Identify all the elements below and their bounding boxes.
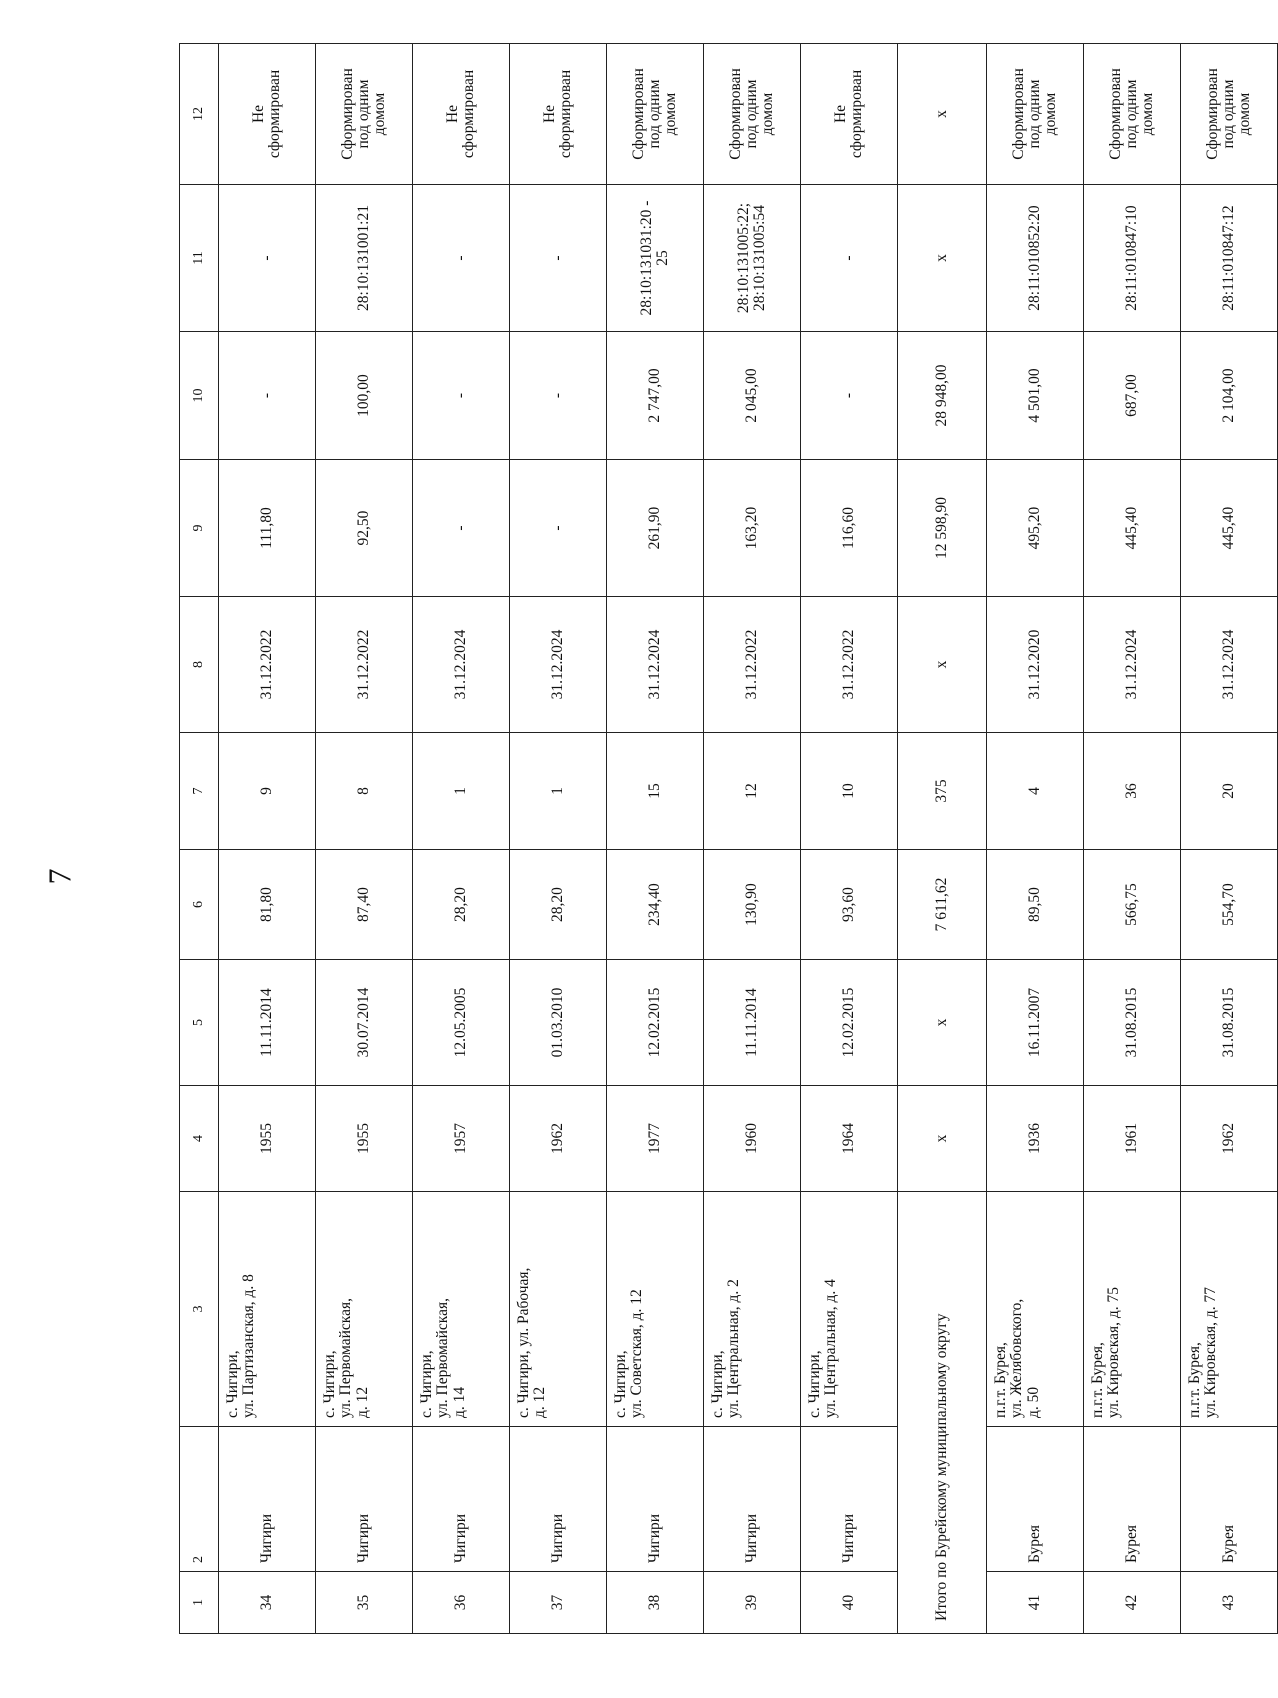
- town-cell: Чигири: [413, 1427, 510, 1572]
- address-cell: п.г.т. Бурея, ул. Желябовского, д. 50: [987, 1192, 1084, 1427]
- land-status-cell: Не сформирован: [413, 44, 510, 185]
- year-built-cell: 1962: [1181, 1086, 1278, 1192]
- recognition-date-cell: 30.07.2014: [316, 960, 413, 1086]
- cadastral-number-cell: 28:10:131005:22; 28:10:131005:54: [704, 185, 801, 332]
- year-built-cell: 1960: [704, 1086, 801, 1192]
- recognition-date-cell: 12.02.2015: [801, 960, 898, 1086]
- town-cell: Бурея: [987, 1427, 1084, 1572]
- town-cell: Чигири: [219, 1427, 316, 1572]
- resettlement-deadline-cell: 31.12.2024: [413, 597, 510, 733]
- cadastral-number-cell: -: [413, 185, 510, 332]
- column-header: 1: [180, 1572, 219, 1634]
- table-row: [704, 44, 801, 1634]
- town-cell: Чигири: [316, 1427, 413, 1572]
- housing-register-table: [179, 43, 1278, 1634]
- column-header: 10: [180, 332, 219, 460]
- residents-cell: 12: [704, 733, 801, 850]
- total-cadastral-cell: x: [898, 185, 987, 332]
- column-header: 4: [180, 1086, 219, 1192]
- table-row: [316, 44, 413, 1634]
- cadastral-number-cell: 28:11:010847:12: [1181, 185, 1278, 332]
- row-number: 39: [704, 1572, 801, 1634]
- year-built-cell: 1955: [316, 1086, 413, 1192]
- land-status-cell: Не сформирован: [219, 44, 316, 185]
- column-number-row: [180, 44, 219, 1634]
- table-row: [219, 44, 316, 1634]
- total-land-area-cell: 28 948,00: [898, 332, 987, 460]
- residents-cell: 9: [219, 733, 316, 850]
- total-area-cell: 7 611,62: [898, 850, 987, 960]
- total-area-cell: 495,20: [987, 460, 1084, 597]
- table-row: [801, 44, 898, 1634]
- total-date-cell: x: [898, 960, 987, 1086]
- land-status-cell: Сформирован под одним домом: [607, 44, 704, 185]
- row-number: 43: [1181, 1572, 1278, 1634]
- year-built-cell: 1936: [987, 1086, 1084, 1192]
- resettlement-deadline-cell: 31.12.2022: [316, 597, 413, 733]
- cadastral-number-cell: -: [219, 185, 316, 332]
- cadastral-number-cell: 28:10:131001:21: [316, 185, 413, 332]
- resettlement-deadline-cell: 31.12.2022: [801, 597, 898, 733]
- recognition-date-cell: 16.11.2007: [987, 960, 1084, 1086]
- land-area-cell: -: [510, 332, 607, 460]
- town-cell: Чигири: [510, 1427, 607, 1572]
- column-header: 2: [180, 1427, 219, 1572]
- row-number: 38: [607, 1572, 704, 1634]
- recognition-date-cell: 31.08.2015: [1181, 960, 1278, 1086]
- land-status-cell: Сформирован под одним домом: [1181, 44, 1278, 185]
- land-status-cell: Сформирован под одним домом: [704, 44, 801, 185]
- year-built-cell: 1955: [219, 1086, 316, 1192]
- land-status-cell: Сформирован под одним домом: [1084, 44, 1181, 185]
- total-label: Итого по Бурейскому муниципальному округу: [898, 1192, 987, 1634]
- column-header: 5: [180, 960, 219, 1086]
- resettlement-deadline-cell: 31.12.2022: [219, 597, 316, 733]
- town-cell: Бурея: [1181, 1427, 1278, 1572]
- year-built-cell: 1957: [413, 1086, 510, 1192]
- total-area2-cell: 12 598,90: [898, 460, 987, 597]
- address-cell: с. Чигири, ул. Первомайская, д. 12: [316, 1192, 413, 1427]
- table-row: [987, 44, 1084, 1634]
- total-area-cell: 261,90: [607, 460, 704, 597]
- residents-cell: 1: [413, 733, 510, 850]
- town-cell: Чигири: [704, 1427, 801, 1572]
- total-year-cell: x: [898, 1086, 987, 1192]
- year-built-cell: 1961: [1084, 1086, 1181, 1192]
- column-header: 6: [180, 850, 219, 960]
- area-cell: 81,80: [219, 850, 316, 960]
- cadastral-number-cell: 28:11:010847:10: [1084, 185, 1181, 332]
- resettlement-deadline-cell: 31.12.2024: [1084, 597, 1181, 733]
- land-area-cell: 100,00: [316, 332, 413, 460]
- area-cell: 130,90: [704, 850, 801, 960]
- total-area-cell: 445,40: [1084, 460, 1181, 597]
- recognition-date-cell: 01.03.2010: [510, 960, 607, 1086]
- total-area-cell: 116,60: [801, 460, 898, 597]
- address-cell: с. Чигири, ул. Партизанская, д. 8: [219, 1192, 316, 1427]
- total-area-cell: 92,50: [316, 460, 413, 597]
- column-header: 7: [180, 733, 219, 850]
- area-cell: 89,50: [987, 850, 1084, 960]
- row-number: 35: [316, 1572, 413, 1634]
- row-number: 37: [510, 1572, 607, 1634]
- area-cell: 28,20: [510, 850, 607, 960]
- page-number: 7: [41, 868, 78, 885]
- land-area-cell: -: [413, 332, 510, 460]
- cadastral-number-cell: 28:11:010852:20: [987, 185, 1084, 332]
- column-header: 12: [180, 44, 219, 185]
- area-cell: 87,40: [316, 850, 413, 960]
- area-cell: 234,40: [607, 850, 704, 960]
- residents-cell: 4: [987, 733, 1084, 850]
- land-status-cell: Сформирован под одним домом: [316, 44, 413, 185]
- residents-cell: 8: [316, 733, 413, 850]
- land-status-cell: Не сформирован: [801, 44, 898, 185]
- land-area-cell: 2 747,00: [607, 332, 704, 460]
- address-cell: п.г.т. Бурея, ул. Кировская, д. 77: [1181, 1192, 1278, 1427]
- land-area-cell: 2 104,00: [1181, 332, 1278, 460]
- recognition-date-cell: 11.11.2014: [704, 960, 801, 1086]
- row-number: 40: [801, 1572, 898, 1634]
- table-row: [607, 44, 704, 1634]
- total-area-cell: 163,20: [704, 460, 801, 597]
- table-row: [1181, 44, 1278, 1634]
- land-status-cell: Не сформирован: [510, 44, 607, 185]
- table-row: [413, 44, 510, 1634]
- total-status-cell: x: [898, 44, 987, 185]
- total-residents-cell: 375: [898, 733, 987, 850]
- table-row: [1084, 44, 1181, 1634]
- row-number: 34: [219, 1572, 316, 1634]
- column-header: 3: [180, 1192, 219, 1427]
- row-number: 42: [1084, 1572, 1181, 1634]
- residents-cell: 1: [510, 733, 607, 850]
- column-header: 8: [180, 597, 219, 733]
- land-area-cell: 687,00: [1084, 332, 1181, 460]
- total-area-cell: 445,40: [1181, 460, 1278, 597]
- address-cell: с. Чигири, ул. Советская, д. 12: [607, 1192, 704, 1427]
- rotated-table-container: [179, 44, 1254, 1634]
- address-cell: п.г.т. Бурея, ул. Кировская, д. 75: [1084, 1192, 1181, 1427]
- area-cell: 93,60: [801, 850, 898, 960]
- column-header: 11: [180, 185, 219, 332]
- residents-cell: 10: [801, 733, 898, 850]
- cadastral-number-cell: -: [801, 185, 898, 332]
- year-built-cell: 1962: [510, 1086, 607, 1192]
- address-cell: с. Чигири, ул. Первомайская, д. 14: [413, 1192, 510, 1427]
- recognition-date-cell: 12.02.2015: [607, 960, 704, 1086]
- year-built-cell: 1977: [607, 1086, 704, 1192]
- residents-cell: 36: [1084, 733, 1181, 850]
- total-area-cell: -: [413, 460, 510, 597]
- year-built-cell: 1964: [801, 1086, 898, 1192]
- address-cell: с. Чигири, ул. Центральная, д. 2: [704, 1192, 801, 1427]
- recognition-date-cell: 31.08.2015: [1084, 960, 1181, 1086]
- total-row: [898, 44, 987, 1634]
- area-cell: 566,75: [1084, 850, 1181, 960]
- address-cell: с. Чигири, ул. Рабочая, д. 12: [510, 1192, 607, 1427]
- resettlement-deadline-cell: 31.12.2020: [987, 597, 1084, 733]
- land-area-cell: -: [801, 332, 898, 460]
- row-number: 41: [987, 1572, 1084, 1634]
- recognition-date-cell: 11.11.2014: [219, 960, 316, 1086]
- resettlement-deadline-cell: 31.12.2024: [1181, 597, 1278, 733]
- area-cell: 28,20: [413, 850, 510, 960]
- resettlement-deadline-cell: 31.12.2024: [510, 597, 607, 733]
- total-deadline-cell: x: [898, 597, 987, 733]
- land-status-cell: Сформирован под одним домом: [987, 44, 1084, 185]
- land-area-cell: 2 045,00: [704, 332, 801, 460]
- town-cell: Чигири: [607, 1427, 704, 1572]
- row-number: 36: [413, 1572, 510, 1634]
- table-row: [510, 44, 607, 1634]
- residents-cell: 15: [607, 733, 704, 850]
- town-cell: Бурея: [1084, 1427, 1181, 1572]
- residents-cell: 20: [1181, 733, 1278, 850]
- resettlement-deadline-cell: 31.12.2022: [704, 597, 801, 733]
- cadastral-number-cell: 28:10:131031:20 - 25: [607, 185, 704, 332]
- recognition-date-cell: 12.05.2005: [413, 960, 510, 1086]
- column-header: 9: [180, 460, 219, 597]
- resettlement-deadline-cell: 31.12.2024: [607, 597, 704, 733]
- table-body: [180, 44, 1278, 1634]
- land-area-cell: 4 501,00: [987, 332, 1084, 460]
- land-area-cell: -: [219, 332, 316, 460]
- area-cell: 554,70: [1181, 850, 1278, 960]
- cadastral-number-cell: -: [510, 185, 607, 332]
- town-cell: Чигири: [801, 1427, 898, 1572]
- total-area-cell: 111,80: [219, 460, 316, 597]
- total-area-cell: -: [510, 460, 607, 597]
- address-cell: с. Чигири, ул. Центральная, д. 4: [801, 1192, 898, 1427]
